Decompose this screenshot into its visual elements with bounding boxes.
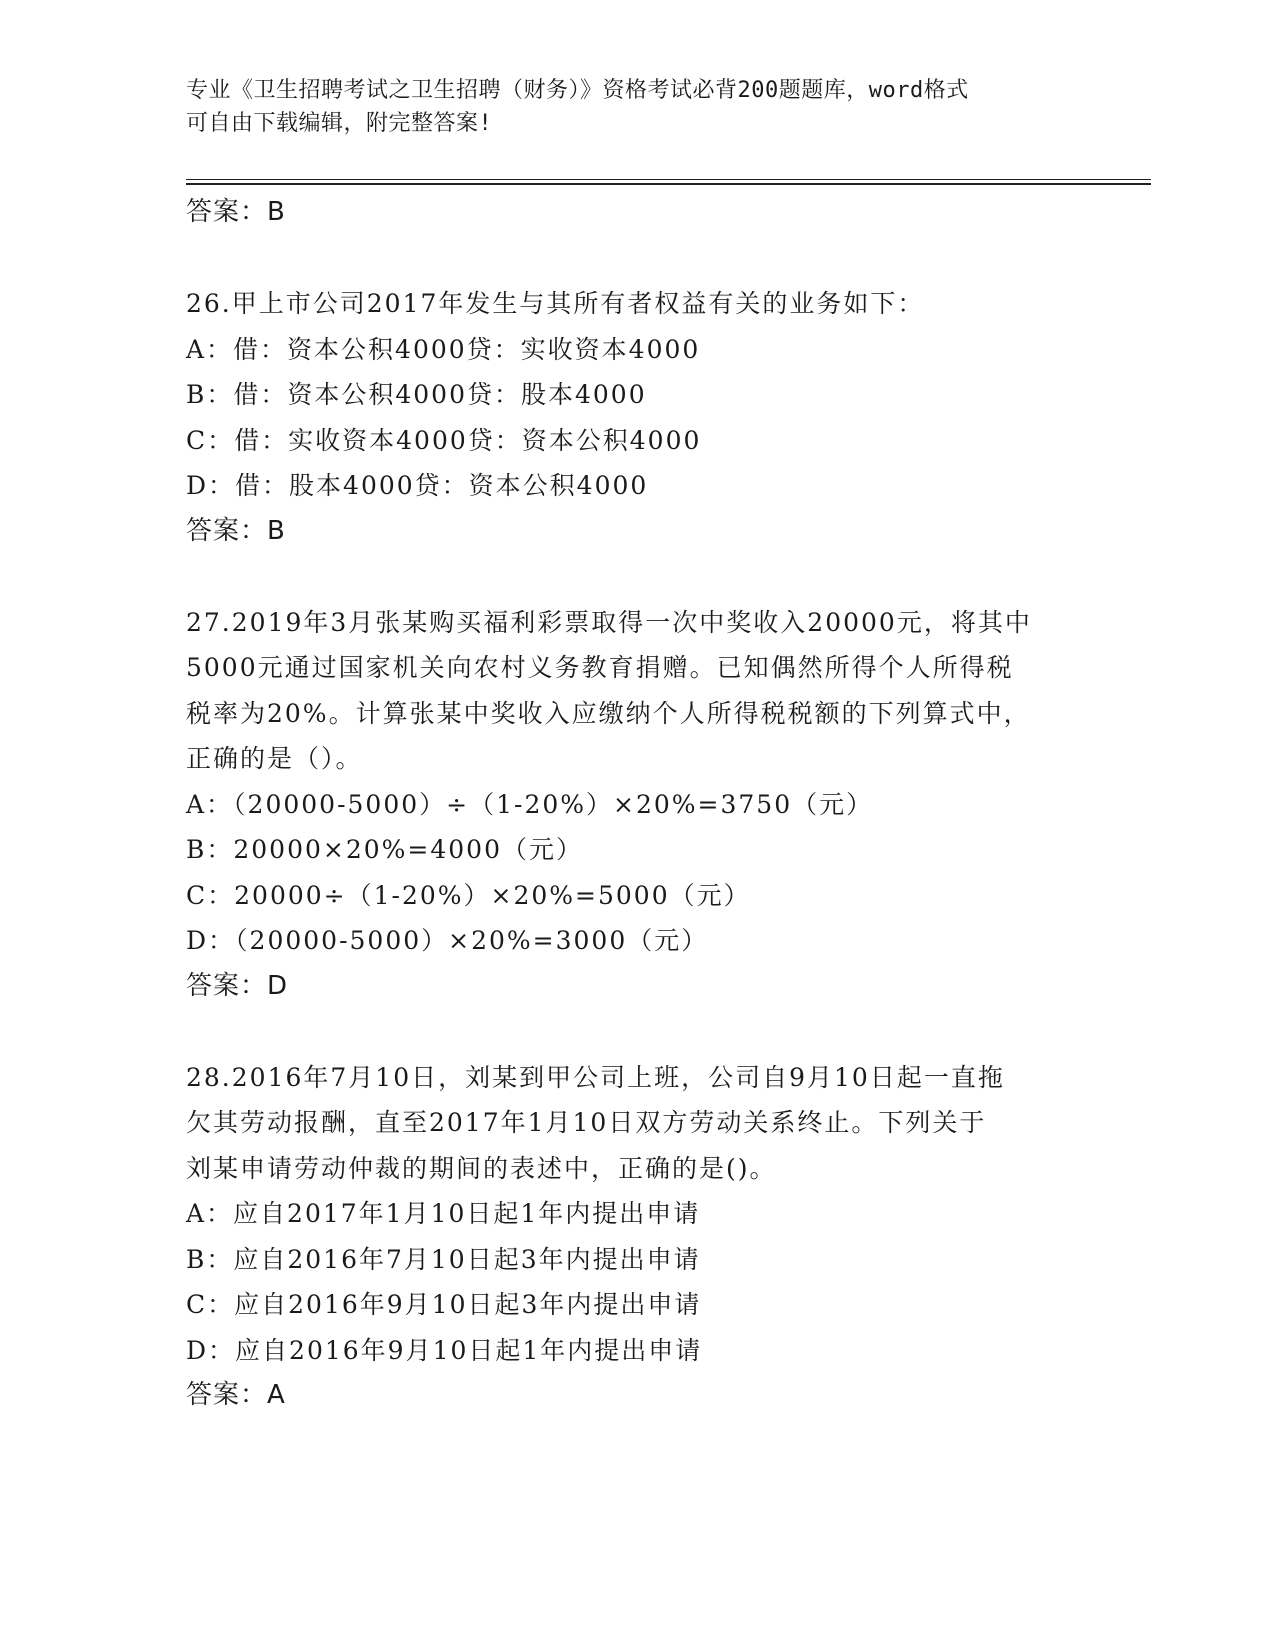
question-26 [186,281,1086,554]
question-27 [186,600,1086,1010]
question-stem: 5000元通过国家机关向农村义务教育捐赠。已知偶然所得个人所得税 [186,653,1014,682]
question-list [186,190,1086,1419]
question-stem: 27.2019年3月张某购买福利彩票取得一次中奖收入20000元，将其中 [186,607,1032,637]
option-c: C：应自2016年9月10日起3年内提出申请 [186,1290,702,1319]
answer-label: 答案： [186,515,268,546]
answer-value: B [267,515,286,546]
option-d: D：借：股本4000贷：资本公积4000 [186,471,649,500]
question-stem: 26.甲上市公司2017年发生与其所有者权益有关的业务如下： [186,289,925,318]
question-stem: 欠其劳动报酬，直至2017年1月10日双方劳动关系终止。下列关于 [186,1108,987,1137]
question-stem: 税率为20%。计算张某中奖收入应缴纳个人所得税税额的下列算式中， [186,698,1031,728]
answer-value: D [267,970,289,1001]
option-b: B：借：资本公积4000贷：股本4000 [186,380,647,409]
option-b: B：应自2016年7月10日起3年内提出申请 [186,1244,701,1274]
option-a: A：（20000-5000）÷（1-20%）×20%=3750（元） [186,789,874,819]
option-b: B：20000×20%=4000（元） [186,835,583,864]
question-stem: 正确的是（）。 [186,744,363,773]
question-stem: 28.2016年7月10日，刘某到甲公司上班，公司自9月10日起一直拖 [186,1062,1005,1092]
question-answer [186,509,1086,555]
option-d: D：应自2016年9月10日起1年内提出申请 [186,1335,703,1365]
document-header [186,74,1086,140]
option-d: D：（20000-5000）×20%=3000（元） [186,926,709,955]
header-line-1: 专业《卫生招聘考试之卫生招聘（财务）》资格考试必背200题题库，word格式 [186,78,969,103]
option-c: C：借：实收资本4000贷：资本公积4000 [186,425,702,455]
option-a: A：应自2017年1月10日起1年内提出申请 [186,1199,701,1228]
question-stem: 刘某申请劳动仲裁的期间的表述中，正确的是()。 [186,1153,777,1183]
answer-label: 答案： [186,1380,268,1410]
header-line-2: 可自由下载编辑，附完整答案! [186,111,493,136]
answer-label: 答案： [186,197,268,227]
answer-label: 答案： [186,970,268,1001]
header-divider-thin [186,179,1151,180]
question-answer [186,964,1086,1010]
question-28 [186,1055,1086,1419]
option-a: A：借：资本公积4000贷：实收资本4000 [186,334,701,364]
question-answer [186,1373,1086,1419]
answer-value: B [267,197,286,227]
answer-value: A [267,1380,286,1410]
option-c: C：20000÷（1-20%）×20%=5000（元） [186,880,751,910]
previous-answer [186,190,1086,236]
header-divider-thick [186,183,1151,185]
